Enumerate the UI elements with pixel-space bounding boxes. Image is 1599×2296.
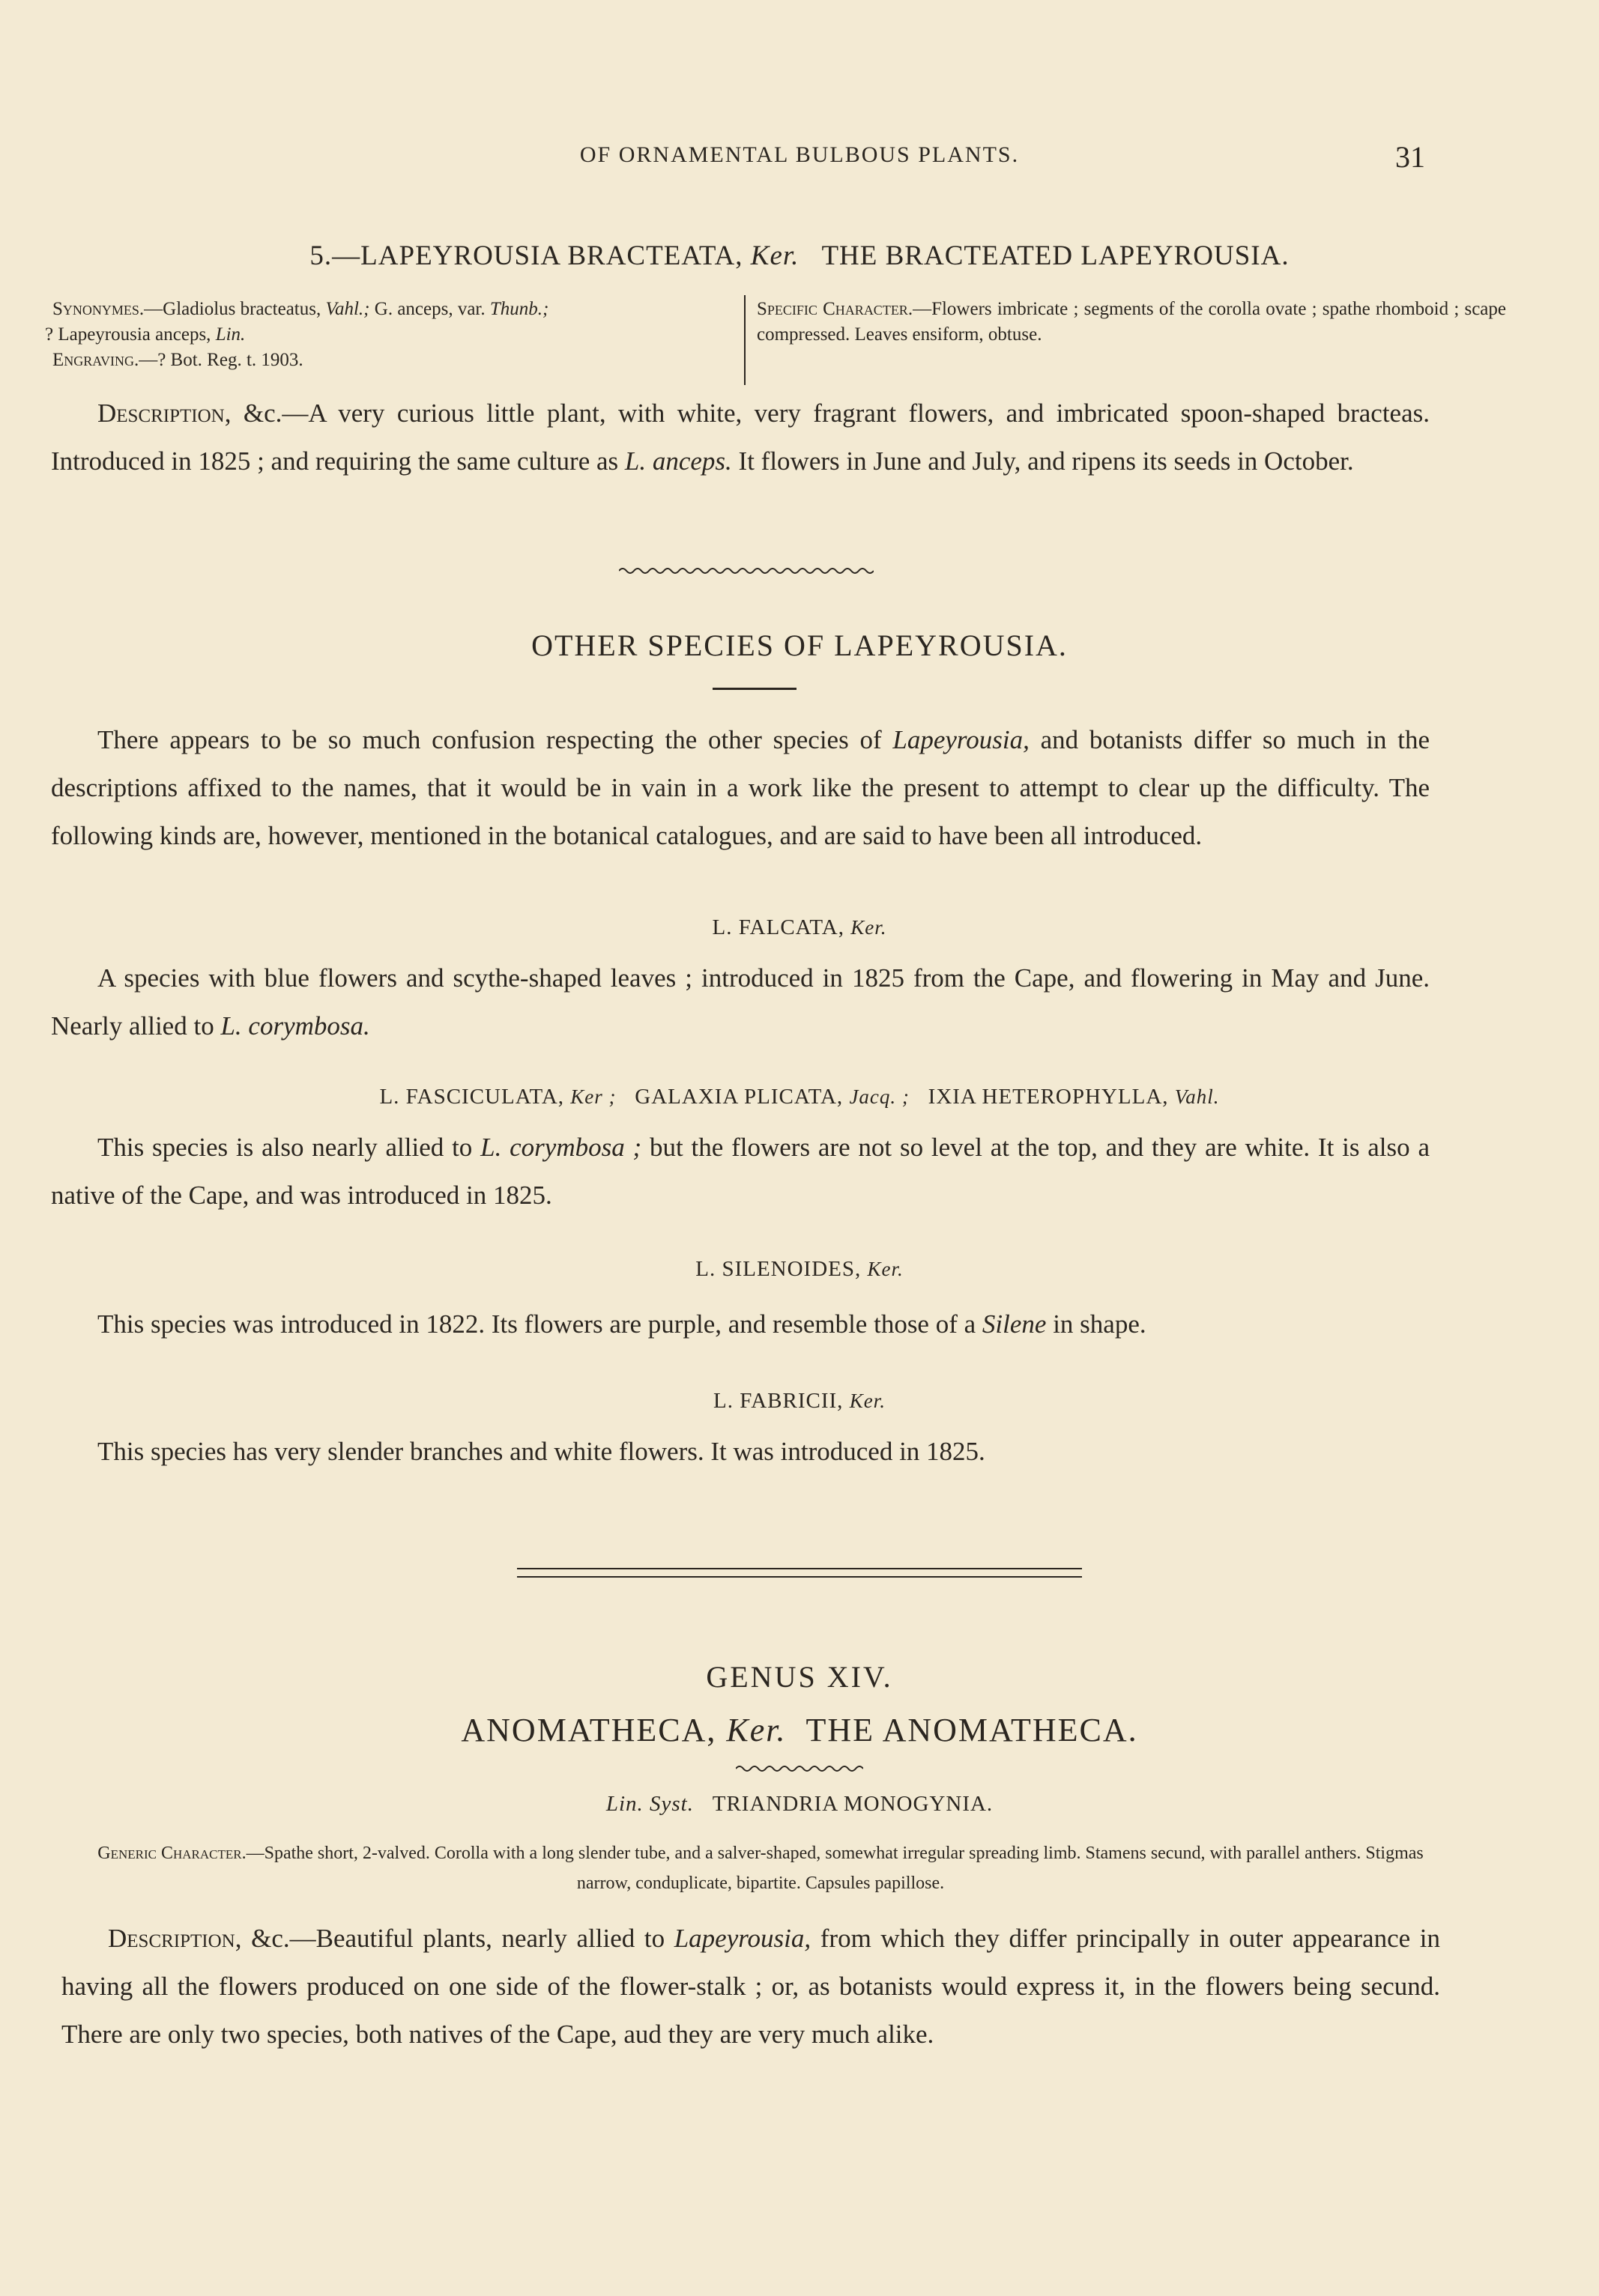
intro-text: There appears to be so much confusion respecting the other species of <box>97 725 893 754</box>
falcata-author: Ker. <box>850 916 887 939</box>
fasciculata-author: Ker ; <box>570 1085 617 1108</box>
synonymes-block <box>45 297 734 373</box>
wave-ornament <box>619 566 874 576</box>
silenoides-ref: Silene <box>982 1309 1047 1339</box>
fasciculata-text: This species is also nearly allied to <box>97 1133 481 1162</box>
genus-number: GENUS XIV. <box>706 1660 893 1694</box>
fasciculata-text: but the flowers are not so level at the top, and they are white. It is also a native of the Cape, and was introduced in 1825. <box>51 1133 1430 1210</box>
section-title: OTHER SPECIES OF LAPEYROUSIA. <box>531 628 1068 662</box>
wave-ornament <box>736 1763 863 1774</box>
intro-genus: Lapeyrousia, <box>892 725 1030 754</box>
specific-character-block <box>757 297 1506 348</box>
fabricii-author: Ker. <box>849 1390 886 1412</box>
generic-text: —Spathe short, 2-valved. Corolla with a long slender tube, and a salver-shaped, somewhat irregular spreading limb. Stamens secund, with parallel anthers. Stigmas narrow, conduplicate, bipartite. Capsules papillose. <box>246 1844 1424 1893</box>
description-text: &c.—A very curious little plant, with white, very fragrant flowers, and imbricated spoon-shaped bracteas. Introduced in 1825 ; and requiring the same culture as <box>51 399 1430 476</box>
genus-description-ref: Lapeyrousia, <box>674 1924 811 1953</box>
silenoides-paragraph <box>51 1300 1430 1348</box>
genus-common-name: THE ANOMATHECA. <box>805 1712 1138 1748</box>
specific-label: Specific Character. <box>757 299 913 319</box>
genus-description-text: &c.—Beautiful plants, nearly allied to <box>241 1924 674 1953</box>
description-ref: L. anceps. <box>624 446 732 476</box>
genus-title <box>0 1711 1599 1749</box>
description-text: It flowers in June and July, and ripens its seeds in October. <box>731 446 1354 476</box>
species-heading <box>0 240 1599 272</box>
synonymes-author: Lin. <box>215 324 246 345</box>
silenoides-heading <box>0 1257 1599 1282</box>
fasciculata-name: L. FASCICULATA, <box>379 1085 565 1109</box>
silenoides-name: L. SILENOIDES, <box>695 1257 862 1281</box>
falcata-text: A species with blue flowers and scythe-shaped leaves ; introduced in 1825 from the Cape, and flowering in May and June. Nearly allied to <box>51 963 1430 1041</box>
description-paragraph <box>51 390 1430 485</box>
fabricii-heading <box>0 1389 1599 1414</box>
species-author: Ker. <box>750 240 800 271</box>
title-rule <box>713 688 797 690</box>
fabricii-text: This species has very slender branches and white flowers. It was introduced in 1825. <box>97 1437 985 1466</box>
page-number: 31 <box>1395 140 1425 174</box>
species-name: LAPEYROUSIA BRACTEATA, <box>360 240 743 271</box>
galaxia-author: Jacq. ; <box>849 1085 910 1108</box>
galaxia-name: GALAXIA PLICATA, <box>635 1085 844 1109</box>
synonymes-author: Thunb.; <box>489 299 549 319</box>
synonymes-author: Vahl.; <box>325 299 370 319</box>
section-double-rule <box>517 1568 1082 1578</box>
genus-description-label: Description, <box>108 1924 242 1953</box>
linnaean-label: Lin. Syst. <box>605 1792 694 1816</box>
specific-text: —Flowers imbricate ; segments of the corolla ovate ; spathe rhomboid ; scape compressed. Leaves ensiform, obtuse. <box>757 299 1506 345</box>
ixia-author: Vahl. <box>1174 1085 1220 1108</box>
linnaean-system <box>0 1792 1599 1817</box>
silenoides-author: Ker. <box>867 1258 904 1280</box>
fasciculata-ref: L. corymbosa ; <box>480 1133 642 1162</box>
generic-character-block <box>82 1838 1439 1898</box>
engraving-text: —? Bot. Reg. t. 1903. <box>139 350 303 370</box>
fasciculata-paragraph <box>51 1124 1430 1220</box>
column-divider <box>744 295 746 385</box>
genus-name: ANOMATHECA, <box>461 1712 717 1748</box>
genus-description-text: from which they differ principally in outer appearance in having all the flowers produced on one side of the flower-stalk ; or, as botanists would express it, in the flowers being secund. There are only two species, both natives of the Cape, aud they are very much alike. <box>61 1924 1440 2049</box>
falcata-paragraph <box>51 954 1430 1050</box>
synonymes-text: —Gladiolus bracteatus, <box>144 299 326 319</box>
falcata-ref: L. corymbosa. <box>220 1011 370 1041</box>
intro-text: and botanists differ so much in the descriptions affixed to the names, that it would be in vain in a work like the present to attempt to clear up the difficulty. The following kinds are, however, mentioned in the botanical catalogues, and are said to have been all introduced. <box>51 725 1430 850</box>
species-common-name: THE BRACTEATED LAPEYROUSIA. <box>821 240 1290 271</box>
synonymes-label: Synonymes. <box>52 299 145 319</box>
synonymes-text: G. anceps, var. <box>369 299 490 319</box>
intro-paragraph <box>51 716 1430 860</box>
fabricii-name: L. FABRICII, <box>713 1389 844 1413</box>
linnaean-class: TRIANDRIA MONOGYNIA. <box>712 1792 994 1816</box>
fasciculata-heading <box>0 1085 1599 1109</box>
ixia-name: IXIA HETEROPHYLLA, <box>928 1085 1169 1109</box>
description-label: Description, <box>97 399 232 428</box>
fabricii-paragraph <box>51 1428 1430 1476</box>
genus-description-paragraph <box>61 1915 1440 2059</box>
silenoides-text: in shape. <box>1046 1309 1146 1339</box>
generic-label: Generic Character. <box>97 1844 247 1863</box>
falcata-heading <box>0 915 1599 940</box>
silenoides-text: This species was introduced in 1822. Its flowers are purple, and resemble those of a <box>97 1309 982 1339</box>
engraving-label: Engraving. <box>52 350 139 370</box>
genus-author: Ker. <box>726 1712 787 1748</box>
synonymes-text: ? Lapeyrousia anceps, <box>45 324 216 345</box>
falcata-name: L. FALCATA, <box>712 915 844 939</box>
running-head: OF ORNAMENTAL BULBOUS PLANTS. <box>579 142 1020 167</box>
species-number: 5.— <box>309 240 361 271</box>
